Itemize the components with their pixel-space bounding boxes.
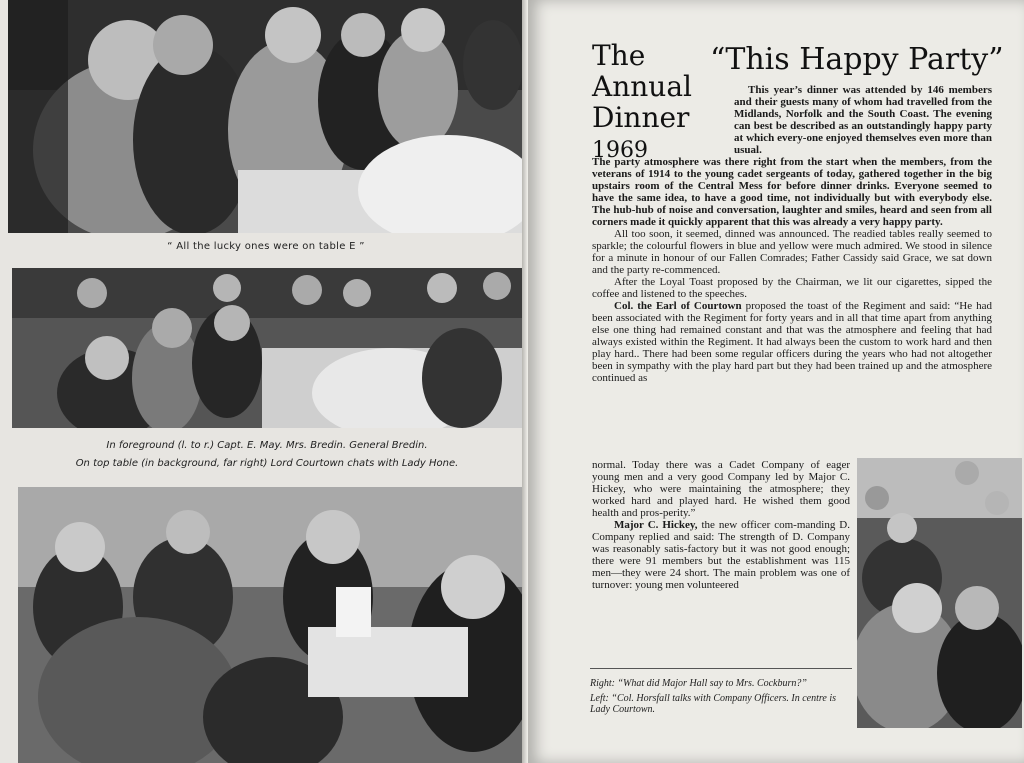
section-heading	[592, 40, 712, 166]
photo-2-caption-line-1: In foreground (l. to r.) Capt. E. May. Mrs. Bredin. General Bredin.	[106, 440, 428, 451]
speaker-hickey: Major C. Hickey,	[614, 519, 698, 531]
paragraph-4-text: proposed the toast of the Regiment and said: “He had been associated with the Regiment for forty years and in all that time apart from anything else one thing had remained constant and that was the atmosphere and feeling that had always existed within the Regiment. It had always been the custom to work hard and then play hard.. There had been some regular officers during the years who had not altogether been in sympathy with the play hard part but they had been trained up and the atmosphere continued as	[592, 300, 992, 384]
speaker-courtown: Col. the Earl of Courtown	[614, 300, 742, 312]
caption-right-label: Right:	[590, 678, 615, 689]
paragraph-4	[592, 300, 992, 384]
caption-left-label: Left:	[590, 693, 609, 704]
caption-left-text: “Col. Horsfall talks with Company Officers. In centre is Lady Courtown.	[590, 693, 837, 715]
paragraph-1b: The party atmosphere was there right from the start when the members, from the veterans of 1914 to the young cadet sergeants of today, gathered together in the big upstairs room of the Central Mess for before dinner drinks. Everyone seemed to have the same idea, to have a good time, not individually but with everybody else. The hub-hub of noise and conversation, laughter and smiles, heard and seen from all corners made it quickly apparent that this was already a very happy party.	[592, 156, 992, 228]
photo-right-page	[857, 458, 1022, 728]
caption-right-text: “What did Major Hall say to Mrs. Cockburn?”	[615, 678, 807, 689]
paragraph-5	[592, 519, 850, 591]
photo-1-caption: “ All the lucky ones were on table E ”	[167, 241, 365, 252]
caption-right-photo	[590, 678, 852, 689]
paragraph-5-text: the new officer com-manding D. Company replied and said: The strength of D. Company was reasonably satis-factory but it was not good enough; there were 91 members but the establishment was 115 men—they were 24 short. The main problem was one of turnover: young men volunteered	[592, 519, 850, 591]
heading-line-1: The	[592, 39, 646, 72]
article-body-narrow	[592, 459, 850, 591]
photo-table-e	[8, 0, 523, 233]
caption-left-photo	[590, 693, 852, 715]
paragraph-1a: This year’s dinner was attended by 146 members and their guests many of whom had travelled from the Midlands, Norfolk and the South Coast. The evening can best be described as an outstandingly happy party at which every-one enjoyed themselves even more than usual.	[734, 84, 992, 156]
article-intro	[734, 84, 992, 156]
photo-2-caption-line-2: On top table (in background, far right) Lord Courtown chats with Lady Hone.	[75, 458, 459, 469]
article-title: “This Happy Party”	[710, 42, 1004, 77]
paragraph-4-cont: normal. Today there was a Cadet Company of eager young men and a very good Company led by Major C. Hickey, who were maintaining the atmosphere; they worked hard and played hard. He wished them good health and pros-perity.”	[592, 459, 850, 519]
heading-line-3: Dinner	[592, 101, 690, 134]
paragraph-3: After the Loyal Toast proposed by the Chairman, we lit our cigarettes, sipped the coffee and listened to the speeches.	[592, 276, 992, 300]
right-page-captions	[590, 668, 852, 719]
heading-year: 1969	[592, 138, 648, 163]
photo-dinner-table	[18, 487, 522, 763]
article-body-wide	[592, 156, 992, 384]
paragraph-2: All too soon, it seemed, dinned was announced. The readied tables really seemed to sparkle; the colourful flowers in blue and yellow were much admired. We stood in silence for a minute in honour of our Fallen Comrades; Father Cassidy said Grace, we sat down and the party re-commenced.	[592, 228, 992, 276]
photo-foreground-bredin	[12, 268, 522, 428]
heading-line-2: Annual	[592, 70, 692, 103]
